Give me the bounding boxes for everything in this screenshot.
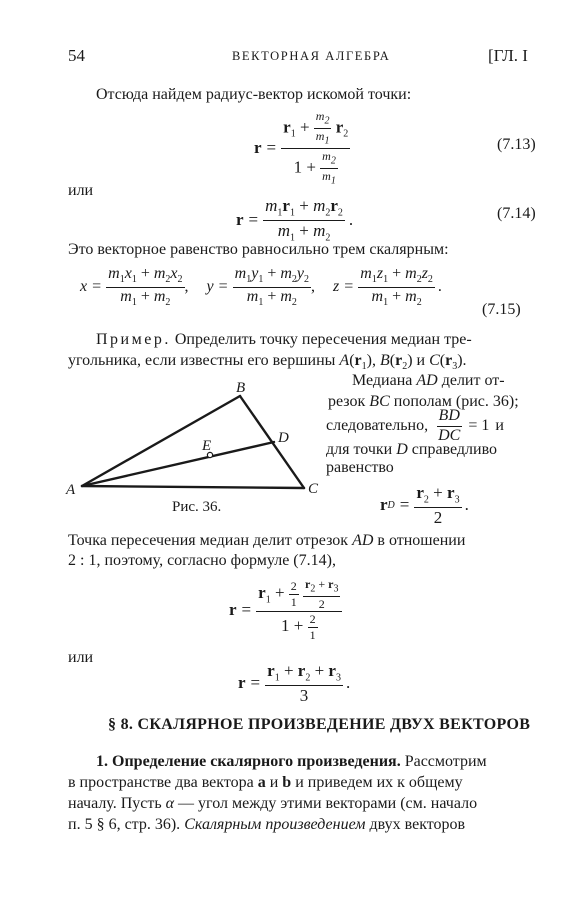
text-span: Медиана [352,372,413,389]
text-line: началу. Пусть α — угол между этими векторами (см. начало [68,795,478,812]
text-span: в отношении [373,532,466,549]
text-span: п. 5 § 6, стр. 36). [68,816,185,833]
text-line: равенство [326,459,394,476]
side-ac [82,486,304,488]
text-line: или [68,182,94,199]
text-span: и [495,417,504,435]
triangle-figure [64,380,324,502]
text-span: пополам (рис. 36); [393,393,519,410]
label-d: D [278,430,289,446]
formula-7-14: r = $\frac{m_1r_1 + m_2r_2}{m_1 + m_2}$ . [236,196,354,244]
text-span: двух векторов [365,816,466,833]
text-line [96,331,472,349]
text-line: Точка пересечения медиан делит отрезок AD в отношении [68,532,466,549]
text-line: Отсюда найдем радиус-вектор искомой точки: [96,86,412,103]
text-span: Определить точку пересечения медиан тре- [174,331,472,348]
page-number: 54 [68,46,85,65]
text-span: началу. Пусть [68,795,166,812]
text-line: Медиана AD делит от- [352,372,505,389]
text-line: следовательно, $\frac{BD}{DC}$ = 1 и [326,407,504,444]
formula-centroid-ratio: r = $r_1$ + $\frac{2}{1}$ $\frac{r_2 + r_3}{2}$ 1 + $\frac{2}{1}$ [229,578,342,642]
label-b: B [236,380,246,396]
text-span: для точки [326,441,393,458]
text-span: резок [328,393,366,410]
text-line: или [68,649,94,666]
formula-rd: r D = $\frac{r_2 + r_3}{2}$ . [380,483,469,527]
label-c: C [308,481,319,497]
figure-caption: Рис. 36. [172,499,222,515]
example-label: Пример. [96,331,171,348]
equation-number: (7.14) [497,205,536,222]
equation-number: (7.15) [482,301,521,318]
text-span: — угол между этими векторами (см. начало [174,795,478,812]
text-line: в пространстве два вектора a и b и приведем их к общему [68,774,463,791]
text-span: и [265,774,283,791]
text-line [96,753,487,771]
term-italic: Скалярным произведением [184,816,366,833]
text-span: справедливо [411,441,498,458]
label-e: E [202,438,212,454]
text-span: Точка пересечения медиан делит отрезок [68,532,353,549]
text-span: и приведем их к общему [291,774,463,791]
text-span: следовательно, [326,417,429,435]
text-span: делит от- [441,372,505,389]
text-line: угольника, если известны его вершины $A(r_1)$, $B(r_2)$ и $C(r_3)$. [68,352,467,373]
side-ab [82,396,240,486]
chapter-marker: [ГЛ. I [488,46,528,65]
text-line: для точки D справедливо [326,441,498,458]
equation-number: (7.13) [497,136,536,153]
formula-7-13: r = $r_1$ + $\frac{m_2}{m_1}$ $r_2$ 1 + $\frac{m_2}{m_1}$ [254,109,349,187]
text-line: Это векторное равенство равносильно трем скалярным: [68,241,449,258]
formula-centroid: r = $\frac{r_1 + r_2 + r_3}{3}$ . [238,661,351,705]
subsection-title: 1. Определение скалярного произведения. [96,753,401,770]
formula-7-15: x = $\frac{m_1x_1 + m_2x_2}{m_1 + m_2}$ , y = $\frac{m_1y_1 + m_2y_2}{m_1 + m_2}$ , z = $\frac{m_1z_1 + m_2z_2}{m_1 + m_2}$ . [80,265,442,308]
text-span: в пространстве два вектора [68,774,258,791]
text-line [68,816,465,834]
median-ad [82,442,274,486]
text-span: угольника, если известны его вершины [68,352,340,369]
section-title: § 8. СКАЛЯРНОЕ ПРОИЗВЕДЕНИЕ ДВУХ ВЕКТОРОВ [108,716,531,733]
running-title: ВЕКТОРНАЯ АЛГЕБРА [232,49,391,63]
text-line: резок BC пополам (рис. 36); [328,393,519,410]
label-a: A [66,482,76,498]
text-span: Рассмотрим [400,753,487,770]
text-line: 2 : 1, поэтому, согласно формуле (7.14), [68,552,336,569]
